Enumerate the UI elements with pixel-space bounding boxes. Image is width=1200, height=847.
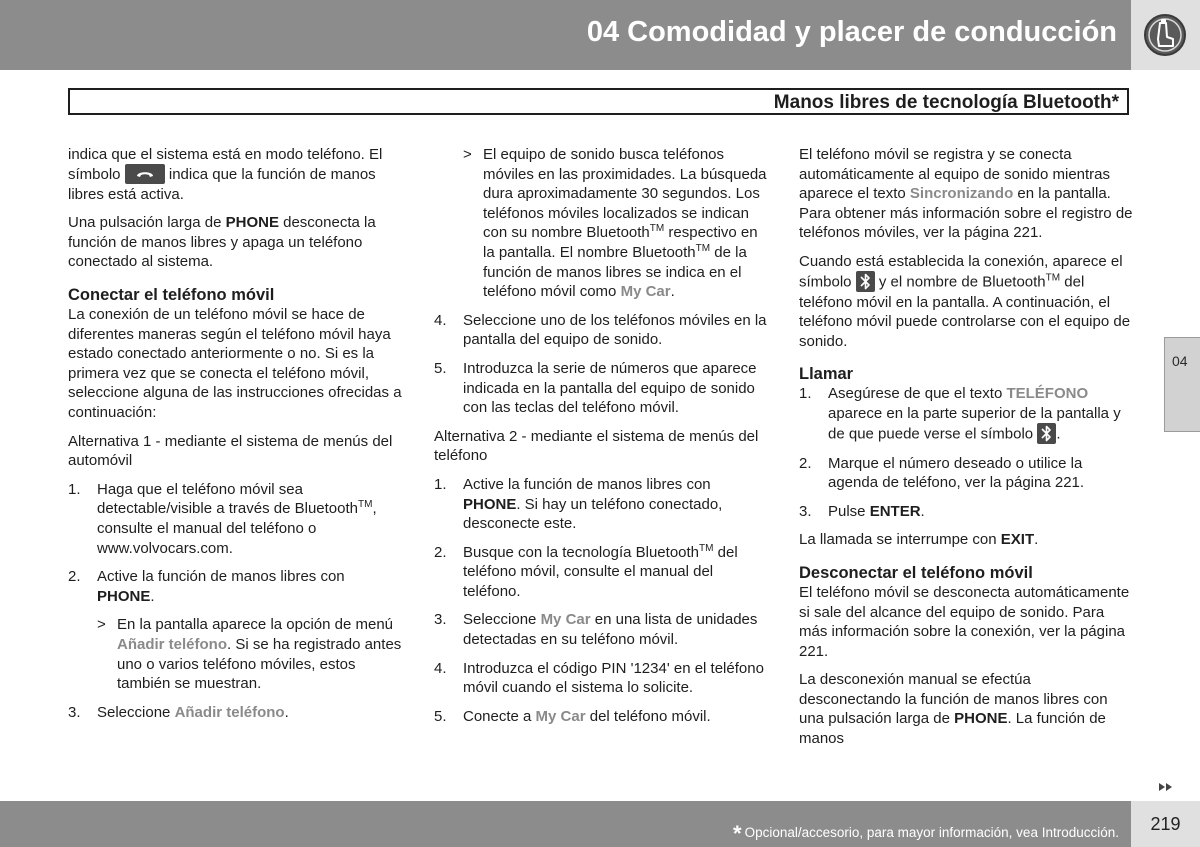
text: aparece en la parte superior de la pantalla y de que puede verse el símbolo [828,404,1121,442]
phone-key-label: PHONE [463,495,517,513]
chapter-icon-box [1131,0,1200,70]
double-arrow-right-icon [1158,782,1174,792]
phone-key-label: PHONE [225,214,279,232]
paragraph-manual-disconnect [799,670,1133,748]
result-line [463,145,768,302]
text: Seleccione [97,703,175,721]
paragraph-registration [799,145,1133,243]
phone-key-label: PHONE [97,587,151,605]
device-name-my-car: My Car [620,283,671,301]
step-number: 2. [68,568,81,586]
footnote-star: * [733,821,742,846]
header-bar [0,0,1131,70]
step-number: 1. [68,480,81,498]
display-text-telefono: TELÉFONO [1006,385,1089,403]
result-arrow: > [97,616,106,634]
bluetooth-icon [1037,423,1056,444]
step-number: 1. [799,385,812,403]
page-number: 219 [1131,801,1200,847]
text: . Si se ha registrado antes uno o varios teléfono móviles, estos también se muestran. [117,635,402,693]
text: indica que el sistema está en modo teléfono. El símbolo [68,146,383,183]
paragraph-alternative-1: Alternativa 1 - mediante el sistema de menús del automóvil [68,432,393,470]
text: Introduzca la serie de números que aparece indicada en la pantalla del equipo de sonido con las teclas del teléfono móvil. [463,359,757,417]
text: del teléfono móvil en la pantalla. A continuación, el teléfono móvil puede controlarse con el equipo de sonido. [799,273,1131,350]
exit-key-label: EXIT [1000,531,1035,549]
phone-handset-icon [125,164,165,184]
text: Seleccione [463,611,541,629]
list-item-step-2 [68,567,404,606]
text: . [1056,425,1061,442]
text: Introduzca el código PIN '1234' en el teléfono móvil cuando el sistema lo solicite. [463,659,764,697]
text: Pulse [828,502,870,520]
chapter-title: 04 Comodidad y placer de conducción [586,16,1117,48]
text: La desconexión manual se efectúa desconectando la función de manos libres con una pulsación larga de [799,671,1108,728]
text: . [1034,531,1039,549]
heading-disconnect-phone: Desconectar el teléfono móvil [799,563,1033,582]
section-title: Manos libres de tecnología Bluetooth* [773,92,1119,113]
text: Cuando está establecida la conexión, aparece el símbolo [799,252,1123,291]
text: indica que la función de manos libres está activa. [68,165,376,203]
step-number: 2. [434,543,447,561]
text: . Si hay un teléfono conectado, desconecte este. [463,495,723,533]
list-item-call-step-3 [799,502,1133,522]
car-seat-icon [1143,13,1187,57]
heading-call: Llamar [799,365,854,384]
text: Haga que el teléfono móvil sea detectable/visible a través de Bluetooth [97,480,358,518]
text: El equipo de sonido busca teléfonos móviles en las proximidades. La búsqueda dura aproximadamente 30 segundos. Los teléfonos móviles localizados se indican con su nombre Bluetooth [483,146,767,242]
paragraph-connection-established [799,252,1133,351]
trademark: TM [699,542,714,554]
text: Una pulsación larga de [68,214,226,232]
list-item-alt2-step-4 [434,659,768,698]
menu-option-add-phone: Añadir teléfono [117,635,228,653]
column-3 [799,145,1133,758]
device-name-my-car: My Car [540,611,591,629]
enter-key-label: ENTER [869,502,921,520]
text: En la pantalla aparece la opción de menú [117,616,394,634]
text: . [284,703,289,721]
chapter-side-tab [1164,337,1200,432]
text: . [920,502,925,520]
text: Busque con la tecnología Bluetooth [463,543,700,561]
section-title-bar [68,88,1129,115]
list-item-alt2-step-1 [434,475,768,534]
text: . [150,587,155,605]
list-item-step-1 [68,480,404,558]
list-item-step-2-result [68,615,404,693]
text: Marque el número deseado o utilice la agenda de teléfono, ver la página 221. [828,454,1085,492]
footer-note [733,817,1119,846]
step-number: 5. [434,707,447,725]
device-name-my-car: My Car [535,707,586,725]
text: El teléfono móvil se registra y se conecta automáticamente al equipo de sonido mientras aparece el texto [799,146,1111,203]
list-item-call-step-1 [799,384,1133,444]
list-item-alt2-step-3 [434,610,768,649]
menu-option-add-phone: Añadir teléfono [174,703,285,721]
text: , consulte el manual del teléfono o www.volvocars.com. [97,500,377,557]
text: en la pantalla. Para obtener más información sobre el registro de teléfonos móviles, ver la página 221. [799,185,1133,242]
column-2 [434,145,768,735]
step-number: 2. [799,454,812,472]
step-number: 4. [434,659,447,677]
paragraph-long-press [68,213,404,272]
text: Seleccione uno de los teléfonos móviles en la pantalla del equipo de sonido. [463,311,767,349]
text: del teléfono móvil. [585,707,711,725]
footnote-text: Opcional/accesorio, para mayor información, vea Introducción. [744,825,1119,840]
step-number: 5. [434,359,447,377]
heading-connect-phone: Conectar el teléfono móvil [68,286,275,304]
paragraph-alternative-2: Alternativa 2 - mediante el sistema de menús del teléfono [434,427,759,465]
paragraph-phone-mode [68,145,404,204]
text: Conecte a [463,707,536,725]
text: . La función de manos [799,710,1106,748]
step-number: 1. [434,475,447,493]
trademark: TM [649,223,665,235]
paragraph-connection-intro: La conexión de un teléfono móvil se hace de diferentes maneras según el teléfono móvil haya estado conectado anteriormente o no. Si es la primera vez que se conecta el teléfono móvil, seleccione alguna de las instrucciones ofrecidas a continuación: [68,306,402,421]
paragraph-auto-disconnect: El teléfono móvil se desconecta automáticamente si sale del alcance del equipo de sonido. Para más información sobre la conexión, ver la página 221. [799,583,1130,660]
step-number: 3. [68,703,81,721]
text: . [670,283,675,301]
text: respectivo en la pantalla. El nombre Bluetooth [483,224,758,261]
result-line [97,615,404,693]
text: Asegúrese de que el texto [828,385,1007,403]
footer-bar [0,801,1131,847]
paragraph-end-call [799,530,1133,550]
status-synchronizing: Sincronizando [909,185,1014,203]
bluetooth-icon [856,271,875,292]
list-item-call-step-2 [799,454,1133,493]
text: Active la función de manos libres con [463,475,711,493]
text: del teléfono móvil, consulte el manual del teléfono. [463,543,738,600]
list-item-alt2-step-5 [434,707,768,727]
step-number: 4. [434,311,447,329]
text: de la función de manos libres se indica en el teléfono móvil como [483,243,747,301]
result-arrow: > [463,146,472,163]
column-1 [68,145,404,731]
list-item-step-4 [434,311,768,350]
text: Active la función de manos libres con [97,568,345,586]
list-item-alt2-step-2 [434,543,768,602]
chapter-side-tab-label: 04 [1172,353,1188,369]
text: y el nombre de Bluetooth [874,273,1046,291]
trademark: TM [1045,272,1061,284]
text: en una lista de unidades detectadas en su teléfono móvil. [463,611,758,649]
text: La llamada se interrumpe con [799,531,1001,549]
text: desconecta la función de manos libres y apaga un teléfono conectado al sistema. [68,214,376,271]
list-item-step-3-result [434,145,768,302]
step-number: 3. [434,611,447,629]
step-number: 3. [799,502,812,520]
list-item-step-3 [68,703,404,723]
phone-key-label: PHONE [954,710,1008,728]
trademark: TM [695,242,711,254]
trademark: TM [358,499,373,511]
list-item-step-5 [434,359,768,418]
